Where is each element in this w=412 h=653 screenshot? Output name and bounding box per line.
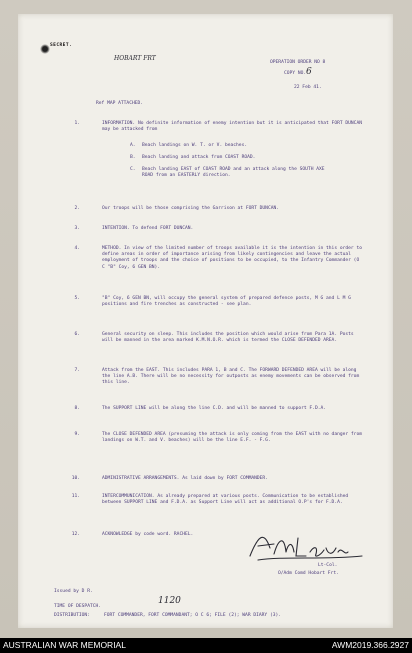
para-text: INFORMATION. No definite information of enemy intention but it is anticipated that FORT DUNCAN may be attacked from: [102, 121, 362, 133]
para-number: 11.: [71, 494, 80, 499]
subpoint: [130, 155, 350, 163]
para-number: 10.: [71, 476, 80, 481]
para-number: 7.: [74, 368, 80, 373]
para-text: INTERCOMMUNICATION. As already prepared at various posts. Communication to be established between SUPPORT LINE and F.D.A. as Support Line will act as additional O.P's for F.D.A.: [102, 494, 349, 506]
subpoint-text: Beach landing and attack from COAST ROAD.: [142, 155, 256, 160]
para-text: The CLOSE DEFENDED AREA (presuming the attack is only coming from the EAST with no danger from landings on W.T. and V. beaches) will be the line E.F. - F.G.: [102, 432, 362, 444]
para-text: "B" Coy, 6 GEN BN, will occupy the general system of prepared defence posts, M G and L M G positions and fire trenches as constructed - see plan.: [102, 296, 351, 308]
handwritten-time: 1120: [158, 596, 181, 606]
para-text: ACKNOWLEDGE by code word. RACHEL.: [102, 532, 194, 537]
para-number: 5.: [74, 296, 80, 301]
subpoint: [130, 167, 350, 187]
para-number: 4.: [74, 246, 80, 251]
subpoint: [130, 143, 350, 151]
para-text: INTENTION. To defend FORT DUNCAN.: [102, 226, 194, 231]
subpoint-text: Beach landings on W. T. or V. beaches.: [142, 143, 248, 148]
order-date: 22 Feb 41.: [294, 85, 322, 90]
para-text: General security on sleep. This includes the position which would arise from Para 1A. Posts will be manned in the area marked K.M.N.O.R. which is termed the CLOSE DEFENDED AREA.: [102, 332, 354, 344]
accession-number: AWM2019.366.2927: [331, 640, 409, 650]
copy-number: 6: [306, 67, 312, 77]
document-page: [18, 14, 393, 628]
signatory-rank: Lt-Col.: [318, 563, 338, 568]
para-number: 2.: [74, 206, 80, 211]
classification-label: SECRET.: [50, 43, 73, 48]
map-reference: Ref MAP ATTACHED.: [96, 101, 144, 106]
para-number: 3.: [74, 226, 80, 231]
signatory-appointment: O/Adm Comd Hobart Frt.: [278, 571, 339, 576]
institution-label: AUSTRALIAN WAR MEMORIAL: [3, 640, 126, 650]
para-number: 1.: [74, 121, 80, 126]
copy-label: COPY NO.: [284, 71, 307, 76]
signature-image: [244, 526, 374, 566]
footer-bar: [0, 638, 412, 653]
para-text: Our troops will be those comprising the Garrison at FORT DUNCAN.: [102, 206, 280, 211]
distribution-text: FORT COMMANDER, FORT COMMANDANT; O C 6; FILE (2); WAR DIARY (3).: [104, 613, 282, 618]
para-text: The SUPPORT LINE will be along the line C.D. and will be manned to support F.D.A.: [102, 406, 327, 411]
distribution-label: DISTRIBUTION:: [54, 613, 90, 618]
para-text: Attack from the EAST. This includes PARA 1, B and C. The FORWARD DEFENDED AREA will be along the line A.B. There will be no necessity for outposts as enemy movements can be observed from this line.: [102, 368, 360, 386]
para-text: METHOD. In view of the limited number of troops available it is the intention in this order to define areas in order of importance arising from likely contingencies and leave the actual employment of troops and the choice of positions to be occupied, to the Infantry Commander (O C "B" Coy, 6 GEN BN).: [102, 246, 362, 270]
para-number: 6.: [74, 332, 80, 337]
ink-smudge: [40, 44, 50, 54]
time-of-despatch-label: TIME OF DESPATCH.: [54, 604, 102, 609]
subpoint-letter: A.: [130, 143, 136, 148]
subpoint-letter: C.: [130, 167, 136, 172]
handwritten-location: HOBART FRT: [114, 55, 156, 62]
order-title: OPERATION ORDER NO 8: [270, 60, 326, 65]
para-number: 8.: [74, 406, 80, 411]
issued-by: Issued by D R.: [54, 589, 93, 594]
subpoint-text: Beach landing EAST of COAST ROAD and an attack along the SOUTH AXE ROAD from an EASTERLY direction.: [142, 167, 325, 179]
subpoint-letter: B.: [130, 155, 136, 160]
para-text: ADMINISTRATIVE ARRANGEMENTS. As laid down by FORT COMMANDER.: [102, 476, 268, 481]
para-number: 12.: [71, 532, 80, 537]
para-number: 9.: [74, 432, 80, 437]
